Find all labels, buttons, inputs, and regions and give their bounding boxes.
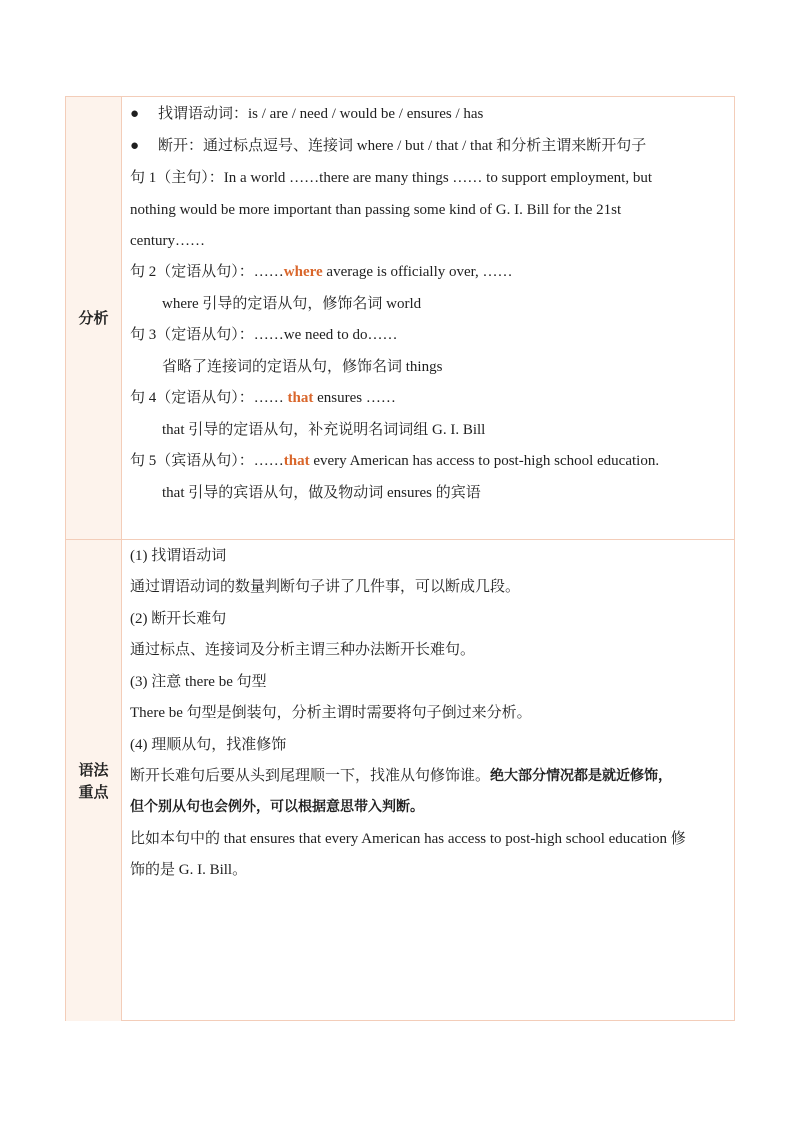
bullet-break: ● 断开：通过标点逗号、连接词 where / but / that / that 和分析主谓来断开句子 [130, 138, 647, 154]
sentence-5: 句 5（宾语从句）：……that every American has access to post-high school education. [130, 453, 660, 469]
emphasis-text: 但个别从句也会例外，可以根据意思带入判断。 [130, 799, 424, 815]
grammar-row [66, 540, 734, 1021]
point-2-text: 通过标点、连接词及分析主谓三种办法断开长难句。 [130, 642, 476, 658]
point-4-title: (4) 理顺从句，找准修饰 [130, 737, 287, 753]
sentence-1-line-1: 句 1（主句）：In a world ……there are many things …… to support employment, but [130, 170, 653, 186]
grammar-label: 语法 重点 [66, 540, 122, 1021]
analysis-label: 分析 [66, 97, 122, 539]
point-2-title: (2) 断开长难句 [130, 611, 227, 627]
bullet-icon: ● [130, 138, 140, 154]
emphasis-text: 绝大部分情况都是就近修饰， [490, 768, 673, 784]
sentence-4: 句 4（定语从句）：…… that ensures …… [130, 390, 396, 406]
sentence-1-line-3: century…… [130, 233, 205, 249]
sentence-2-note: where 引导的定语从句，修饰名词 world [162, 296, 422, 312]
point-4-example-line-2: 饰的是 G. I. Bill。 [130, 862, 248, 878]
analysis-table [65, 96, 735, 1021]
bullet-icon: ● [130, 106, 140, 122]
highlight-that: that [287, 390, 314, 406]
point-4-text-line-1: 断开长难句后要从头到尾理顺一下，找准从句修饰谁。绝大部分情况都是就近修饰， [130, 768, 673, 784]
point-4-text-line-2 [130, 797, 424, 817]
highlight-that: that [283, 453, 310, 469]
sentence-5-note: that 引导的宾语从句，做及物动词 ensures 的宾语 [162, 485, 481, 501]
analysis-row [66, 97, 734, 540]
sentence-2: 句 2（定语从句）：……where average is officially over, …… [130, 264, 513, 280]
point-3-title: (3) 注意 there be 句型 [130, 674, 267, 690]
sentence-4-note: that 引导的定语从句，补充说明名词词组 G. I. Bill [162, 422, 486, 438]
sentence-1-line-2: nothing would be more important than passing some kind of G. I. Bill for the 21st [130, 202, 622, 218]
point-1-title: (1) 找谓语动词 [130, 548, 227, 564]
point-4-example-line-1: 比如本句中的 that ensures that every American has access to post-high school education 修 [130, 831, 686, 847]
point-3-text: There be 句型是倒装句，分析主谓时需要将句子倒过来分析。 [130, 705, 532, 721]
highlight-where: where [283, 264, 323, 280]
sentence-3-note: 省略了连接词的定语从句，修饰名词 things [162, 359, 443, 375]
sentence-3: 句 3（定语从句）：……we need to do…… [130, 327, 398, 343]
point-1-text: 通过谓语动词的数量判断句子讲了几件事，可以断成几段。 [130, 579, 521, 595]
bullet-predicates: ● 找谓语动词：is / are / need / would be / ensures / has [130, 106, 484, 122]
